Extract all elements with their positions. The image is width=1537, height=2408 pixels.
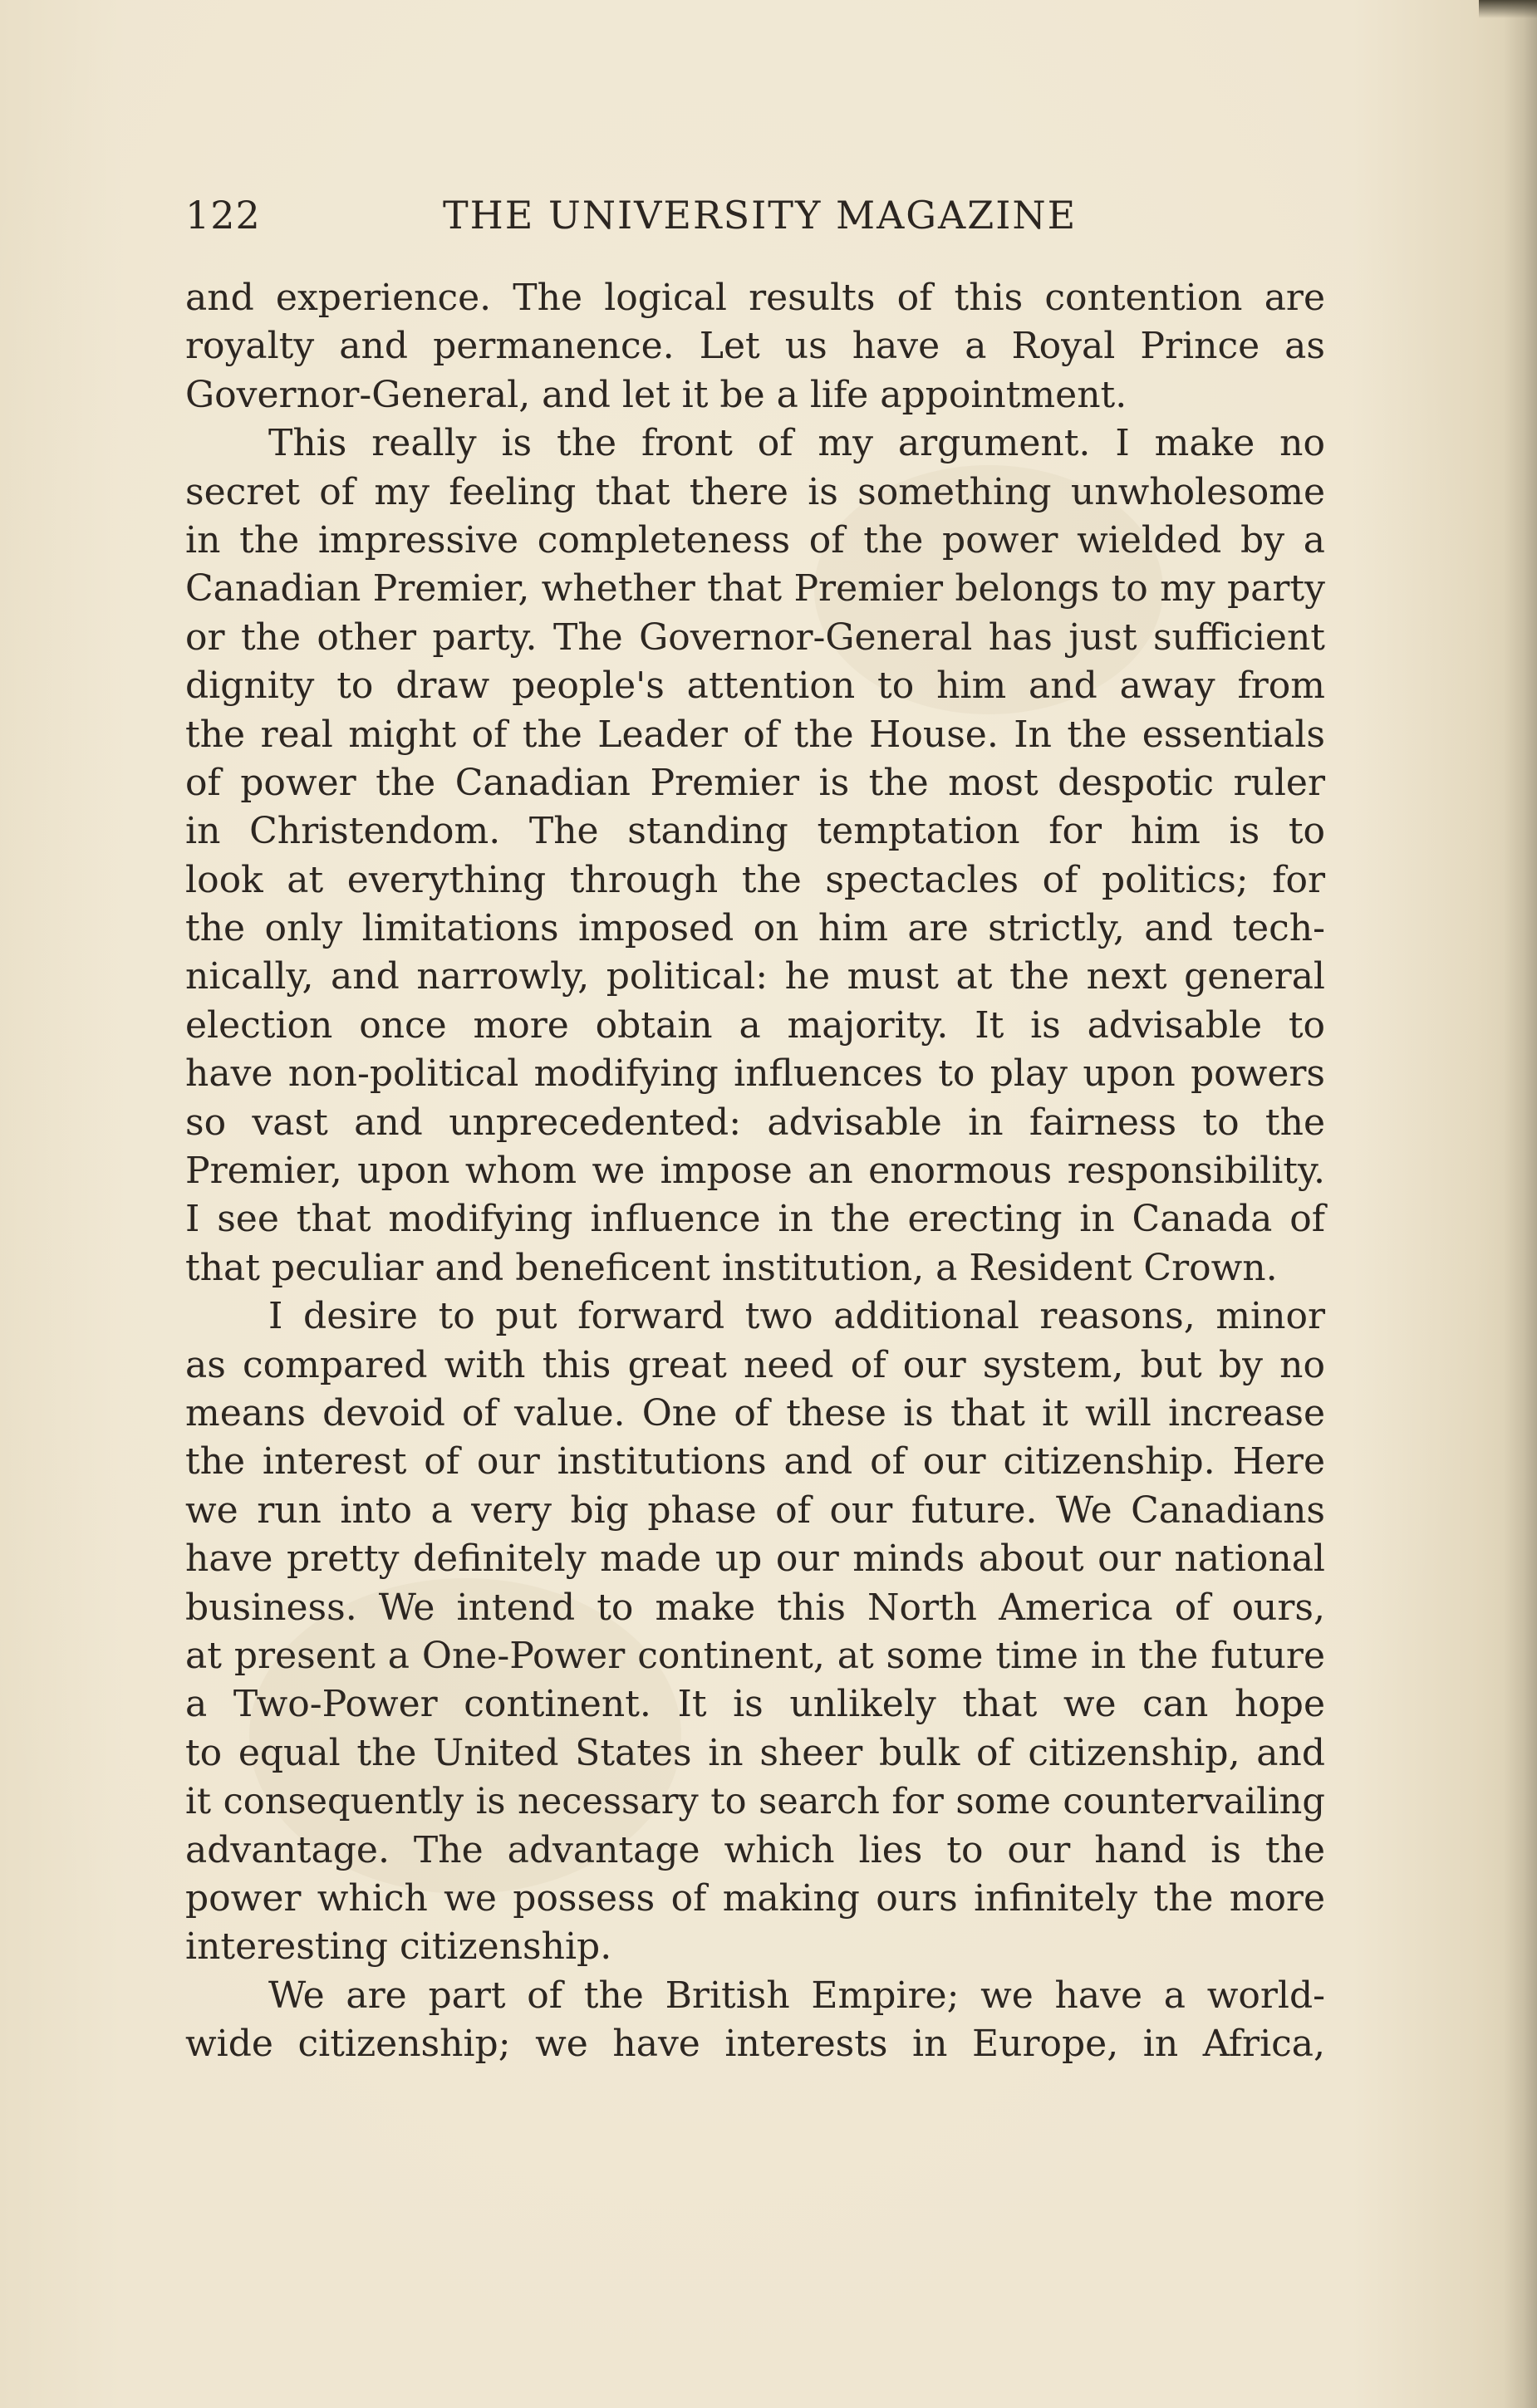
text-line: have pretty definitely made up our minds about our national: [185, 1537, 1325, 1581]
text-line: means devoid of value. One of these is that it will increase: [185, 1391, 1325, 1435]
text-line: royalty and permanence. Let us have a Royal Prince as: [185, 325, 1325, 368]
text-line: have non-political modifying influences to play upon powers: [185, 1052, 1325, 1096]
text-line: This really is the front of my argument. I make no: [268, 422, 1325, 465]
text-line: nically, and narrowly, political: he must at the next general: [185, 955, 1325, 998]
text-line: I see that modifying influence in the erecting in Canada of: [185, 1198, 1325, 1241]
text-line: Governor-General, and let it be a life appointment.: [185, 373, 1127, 416]
text-line: to equal the United States in sheer bulk of citizenship, and: [185, 1731, 1325, 1774]
text-line: and experience. The logical results of this contention are: [185, 277, 1325, 319]
text-line: Canadian Premier, whether that Premier belongs to my party: [185, 567, 1325, 611]
text-line: wide citizenship; we have interests in Europe, in Africa,: [185, 2023, 1325, 2066]
text-line: secret of my feeling that there is something unwholesome: [185, 470, 1325, 513]
text-line: look at everything through the spectacles of politics; for: [185, 858, 1325, 901]
text-line: business. We intend to make this North America of ours,: [185, 1586, 1325, 1629]
page-edge-shadow: [1504, 0, 1537, 2408]
text-line: we run into a very big phase of our future. We Canadians: [185, 1488, 1325, 1532]
text-line: the interest of our institutions and of our citizenship. Here: [185, 1440, 1325, 1484]
text-line: in the impressive completeness of the power wielded by a: [185, 518, 1325, 562]
text-line: that peculiar and beneficent institution, a Resident Crown.: [185, 1246, 1278, 1289]
text-line: or the other party. The Governor-General has just sufficient: [185, 615, 1325, 659]
text-line: Premier, upon whom we impose an enormous responsibility.: [185, 1150, 1325, 1193]
text-line: power which we possess of making ours infinitely the more: [185, 1876, 1325, 1920]
text-line: of power the Canadian Premier is the most despotic ruler: [185, 761, 1325, 804]
page-number: 122: [185, 193, 261, 238]
text-line: in Christendom. The standing temptation for him is to: [185, 810, 1325, 853]
text-line: so vast and unprecedented: advisable in fairness to the: [185, 1101, 1325, 1144]
running-title: THE UNIVERSITY MAGAZINE: [443, 193, 1078, 238]
text-line: interesting citizenship.: [185, 1925, 612, 1969]
text-line: I desire to put forward two additional reasons, minor: [268, 1295, 1325, 1338]
page-edge-dark-corner: [1479, 0, 1537, 18]
body-text: [185, 274, 1325, 2068]
text-line: as compared with this great need of our system, but by no: [185, 1343, 1325, 1386]
text-line: it consequently is necessary to search for some countervailing: [185, 1781, 1325, 1823]
text-line: at present a One-Power continent, at some time in the future: [185, 1634, 1325, 1677]
text-line: dignity to draw people's attention to him and away from: [185, 665, 1325, 708]
text-line: a Two-Power continent. It is unlikely that we can hope: [185, 1683, 1325, 1726]
text-line: election once more obtain a majority. It is advisable to: [185, 1003, 1325, 1047]
text-line: We are part of the British Empire; we have a world-: [268, 1974, 1325, 2017]
text-line: advantage. The advantage which lies to our hand is the: [185, 1828, 1325, 1871]
text-line: the real might of the Leader of the House. In the essentials: [185, 713, 1325, 756]
running-header: [185, 193, 1332, 244]
text-line: the only limitations imposed on him are strictly, and tech-: [185, 907, 1325, 950]
